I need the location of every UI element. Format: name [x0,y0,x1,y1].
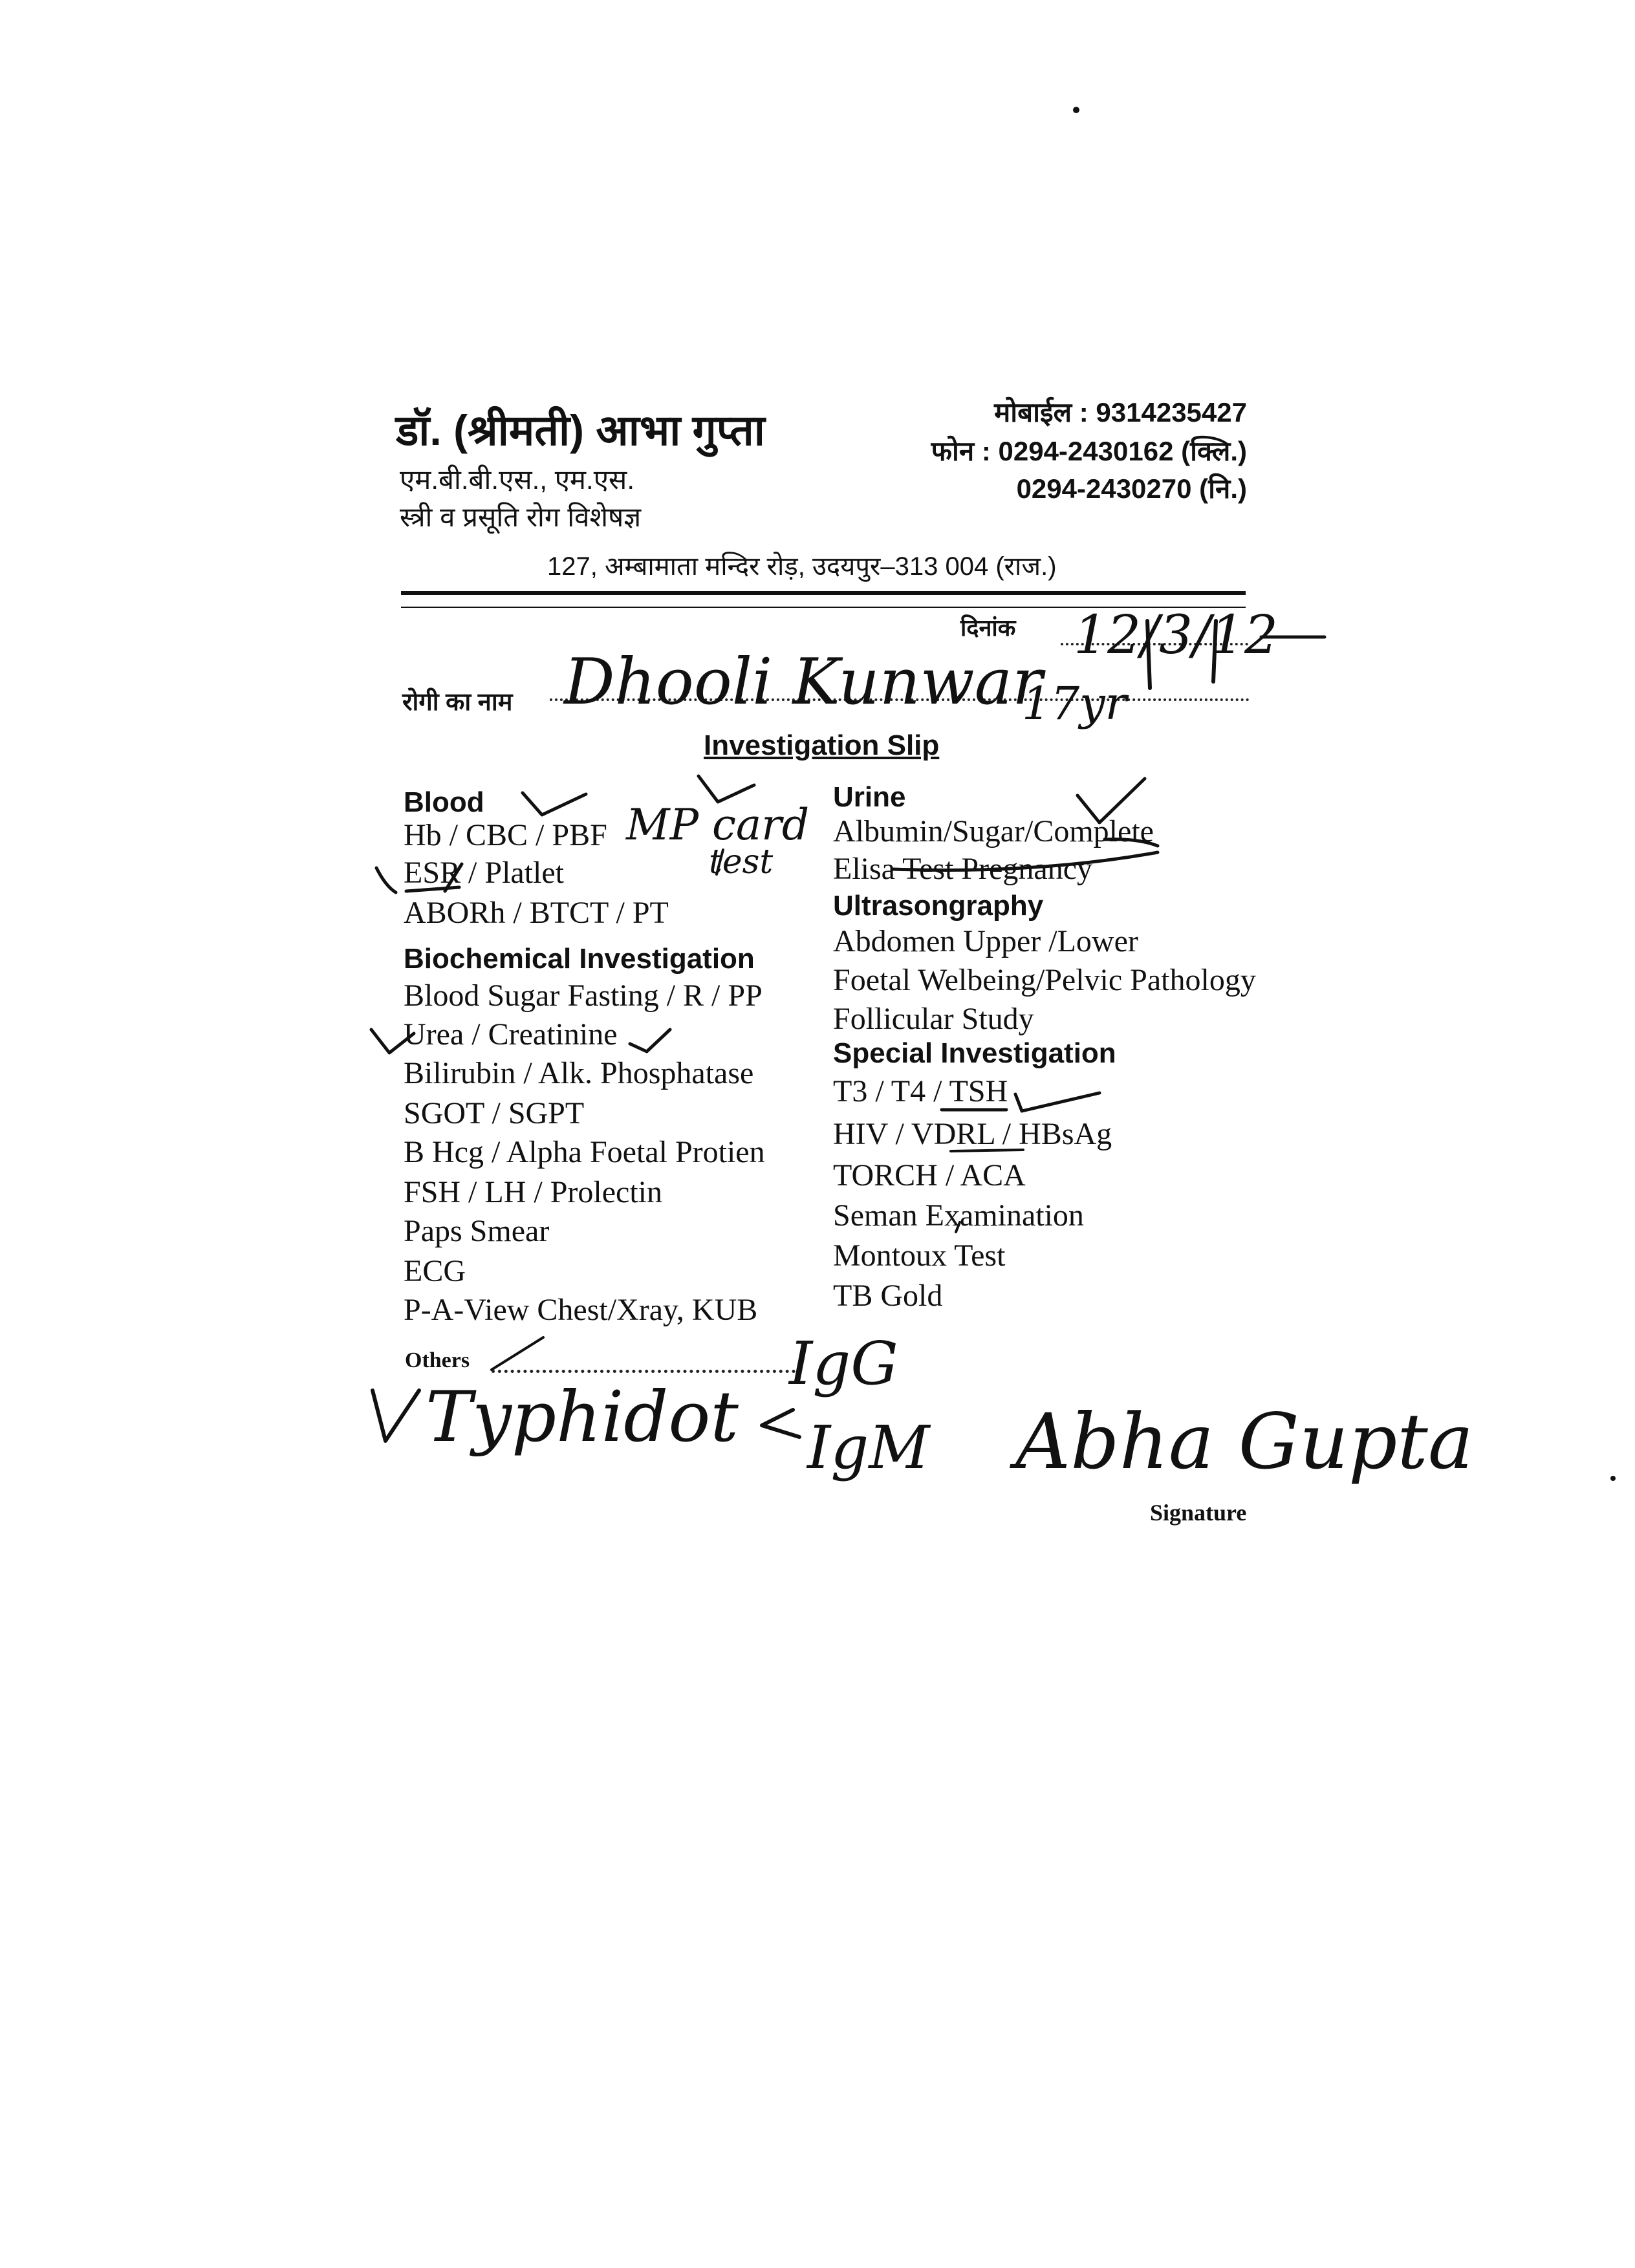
ink-stroke [492,1337,543,1370]
list-item-ecg: ECG [404,1254,466,1288]
tick-mark [1015,1093,1099,1111]
handwritten-patient-name: Dhooli Kunwar [564,645,1043,719]
handwritten-mp-card: MP card [626,800,810,850]
slip-title: Investigation Slip [704,729,940,761]
list-item-chest-xray: P-A-View Chest/Xray, KUB [404,1293,758,1327]
list-item-aborh: ABORh / BTCT / PT [404,896,669,930]
clinic-address: 127, अम्बामाता मन्दिर रोड़, उदयपुर–313 004 (राज.) [547,552,1057,581]
date-slash [1213,621,1216,682]
list-item-sgot: SGOT / SGPT [404,1096,585,1130]
underline-vdrl [951,1150,1023,1151]
tick-mark [376,868,396,892]
list-item-elisa: Elisa Test Pregnancy [833,852,1092,886]
underline-esr [406,887,459,891]
list-item-hb-cbc-pbf: Hb / CBC / PBF [404,818,607,852]
list-item-bilirubin: Bilirubin / Alk. Phosphatase [404,1056,754,1090]
handwritten-igg: IgG [789,1329,898,1398]
tick-mark [371,1030,414,1053]
list-item-paps: Paps Smear [404,1214,550,1248]
tick-mark [373,1390,419,1441]
doctor-degrees: एम.बी.बी.एस., एम.एस. [400,464,634,495]
handwritten-igm: IgM [807,1413,930,1482]
list-item-foetal: Foetal Welbeing/Pelvic Pathology [833,963,1256,997]
blood-heading: Blood [404,786,484,818]
others-label: Others [405,1348,470,1372]
list-item-abdomen: Abdomen Upper /Lower [833,924,1138,958]
handwritten-others: Typhidot [426,1377,739,1458]
date-slash [1147,621,1150,688]
list-item-thyroid: T3 / T4 / TSH [833,1074,1008,1108]
signature-label: Signature [1150,1500,1247,1526]
handwritten-date: 12/3/12 [1074,605,1279,666]
list-item-esr-platlet: ESR / Platlet [404,856,565,890]
usg-heading: Ultrasongraphy [833,890,1044,922]
list-item-urea: Urea / Creatinine [404,1017,618,1052]
scan-speck [1073,107,1079,113]
bracket-stroke [762,1410,799,1437]
list-item-albumin: Albumin/Sugar/Complete [833,814,1154,848]
residence-phone: 0294-2430270 (नि.) [1016,473,1247,504]
underline-complete [1105,839,1158,846]
handwritten-age: 17yr [1022,677,1127,730]
list-item-bhcg: B Hcg / Alpha Foetal Protien [404,1135,765,1169]
list-item-hiv: HIV / VDRL / HBsAg [833,1117,1112,1151]
list-item-fsh: FSH / LH / Prolectin [404,1175,663,1209]
list-item-torch: TORCH / ACA [833,1158,1026,1193]
tick-mark [523,793,586,815]
doctor-specialty: स्त्री व प्रसूति रोग विशेषज्ञ [400,502,642,532]
tick-mark [1077,779,1145,823]
biochem-heading: Biochemical Investigation [404,943,755,975]
urine-heading: Urine [833,781,906,813]
date-label: दिनांक [960,614,1016,641]
mobile-number: मोबाईल : 9314235427 [994,397,1247,427]
list-item-seman: Seman Examination [833,1198,1084,1233]
tick-mark [698,776,754,802]
ink-stroke [956,1222,960,1232]
patient-name-label: रोगी का नाम [402,689,513,716]
handwritten-test: test [709,843,774,881]
underline-elisa [893,852,1158,870]
scan-speck [1610,1476,1616,1481]
list-item-blood-sugar: Blood Sugar Fasting / R / PP [404,978,763,1013]
list-item-follicular: Follicular Study [833,1002,1034,1036]
doctor-name: डॉ. (श्रीमती) आभा गुप्ता [396,406,765,454]
list-item-tb-gold: TB Gold [833,1279,943,1313]
tick-mark [630,1030,670,1052]
special-heading: Special Investigation [833,1037,1116,1069]
handwritten-signature: Abha Gupta [1015,1397,1474,1486]
clinic-phone: फोन : 0294-2430162 (क्लि.) [931,436,1247,466]
list-item-montoux: Montoux Test [833,1238,1006,1273]
